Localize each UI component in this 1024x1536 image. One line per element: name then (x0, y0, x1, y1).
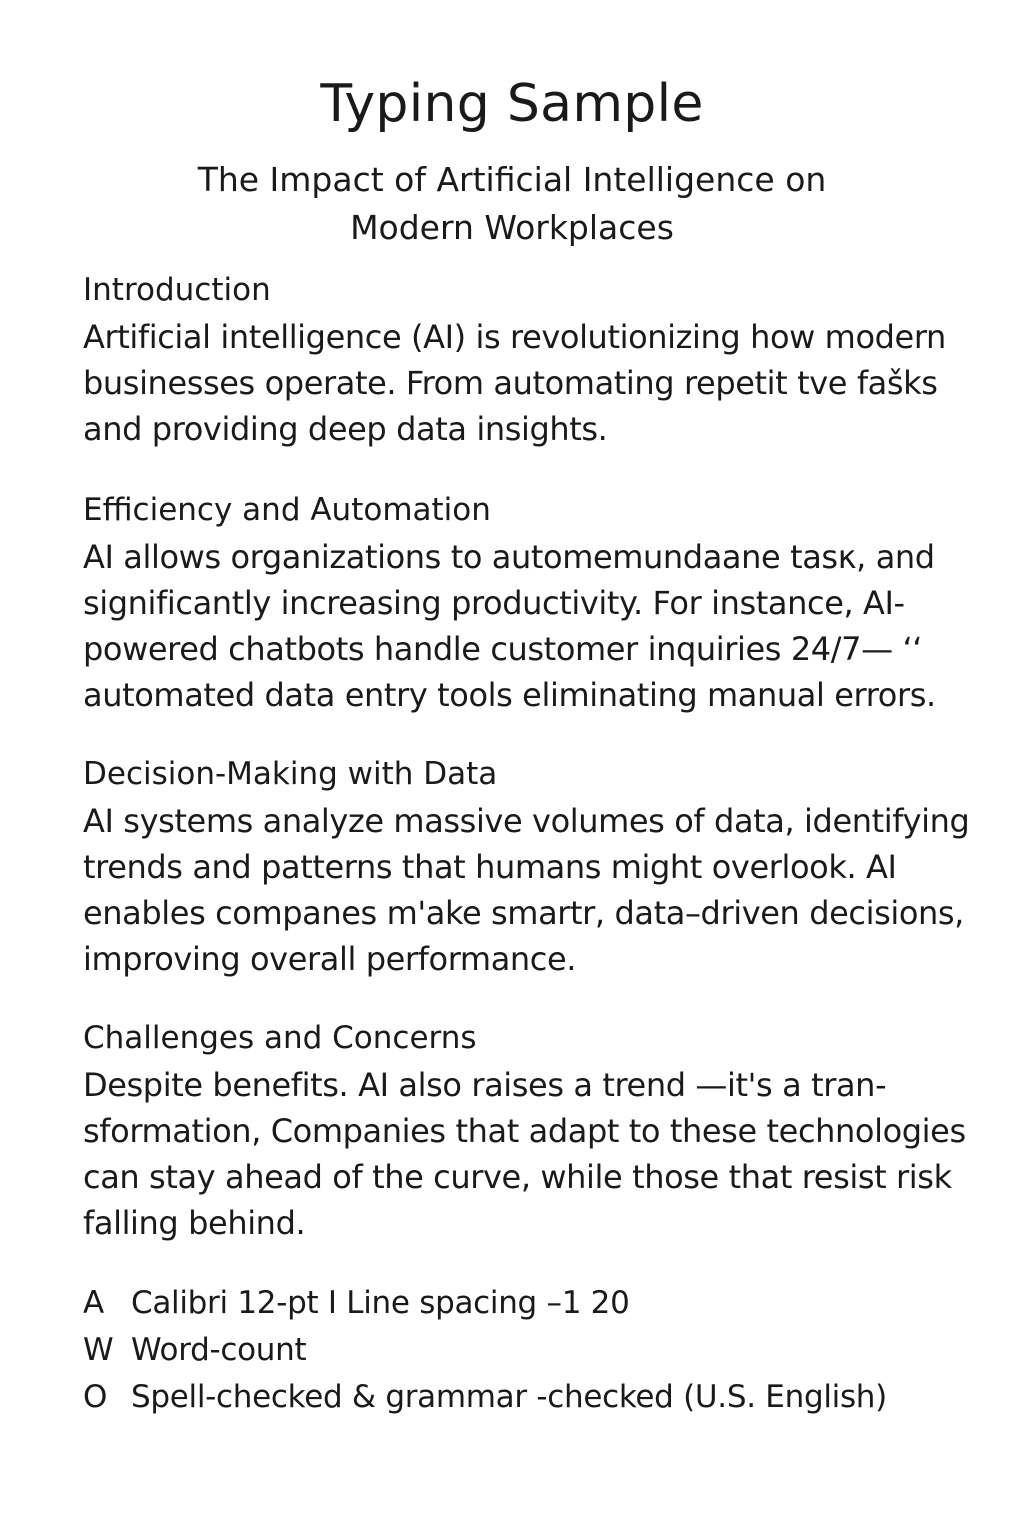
section-introduction (83, 268, 973, 452)
section-heading: Decision-Making with Data (83, 756, 498, 792)
note-text: Word-count (131, 1332, 307, 1368)
section-efficiency (83, 488, 973, 718)
note-item-spell-check (83, 1374, 983, 1421)
section-heading: Efficiency and Automation (83, 492, 491, 528)
document-subtitle: The Impact of Artificial Intelligence on Modern Workplaces (197, 160, 827, 247)
note-item-word-count (83, 1327, 983, 1374)
section-decision-making (83, 752, 973, 982)
note-text: Spell-checked & grammar -checked (U.S. English) (131, 1379, 887, 1415)
note-marker: W (83, 1332, 114, 1368)
note-marker: O (83, 1379, 108, 1415)
section-challenges (83, 1016, 973, 1246)
section-body: AI systems analyze massive volumes of data, identifying trends and patterns that humans might overlook. AI enables companes m'ake smartr, data–driven decisions, improving overall performance. (83, 802, 970, 978)
section-body: AI allows organizations to automemundaane tasκ, and significantly increasing productivity. For instance, AI-powered chatbots handle customer inquiries 24/7— ‘‘ automated data entry tools eliminating manual errors. (83, 538, 936, 714)
note-marker: A (83, 1285, 104, 1321)
note-item-font (83, 1280, 983, 1327)
section-body: Despite benefits. AI also raises a trend —it's a tran-sformation, Companies that adapt to these technologies can stay ahead of the curve, while those that resist risk falling behind. (83, 1066, 966, 1242)
document-notes-list (83, 1280, 983, 1421)
section-heading: Introduction (83, 272, 271, 308)
note-text: Calibri 12-pt I Line spacing –1 20 (131, 1285, 630, 1321)
section-body: Artificial intelligence (AI) is revolutionizing how modern businesses operate. From automating repetit tve faškѕ and providing deep data insights. (83, 318, 946, 448)
section-heading: Challenges and Concerns (83, 1020, 477, 1056)
document-title: Typing Sample (320, 74, 704, 134)
